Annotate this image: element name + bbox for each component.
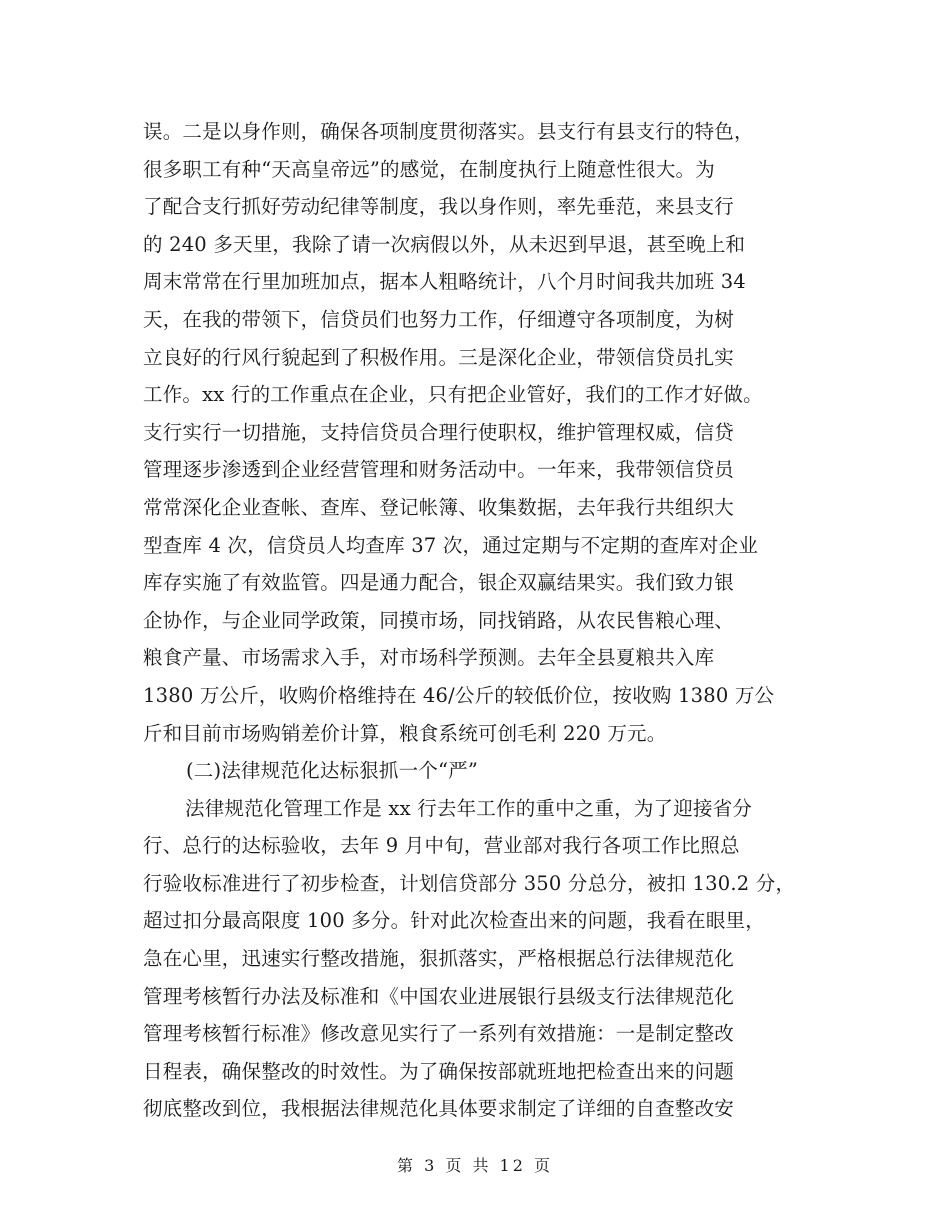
text-line: 彻底整改到位，我根据法律规范化具体要求制定了详细的自查整改安	[143, 1097, 735, 1121]
text-line: 超过扣分最高限度 100 多分。针对此次检查出来的问题，我看在眼里，	[143, 909, 765, 933]
text-line: 1380 万公斤，收购价格维持在 46/公斤的较低价位，按收购 1380 万公	[143, 683, 775, 707]
text-line: 管理考核暂行标准》修改意见实行了一系列有效措施：一是制定整改	[143, 1022, 735, 1046]
page-number-footer: 第 3 页 共 12 页	[397, 1156, 553, 1175]
text-line: 周末常常在行里加班加点，据本人粗略统计，八个月时间我共加班 34	[143, 270, 746, 294]
text-line: 了配合支行抓好劳动纪律等制度，我以身作则，率先垂范，来县支行	[143, 195, 735, 219]
text-line: 行验收标准进行了初步检查，计划信贷部分 350 分总分，被扣 130.2 分，	[143, 871, 796, 895]
body-text	[143, 113, 843, 1128]
text-line: 法律规范化管理工作是 xx 行去年工作的重中之重，为了迎接省分	[185, 796, 753, 820]
text-line: 管理考核暂行办法及标准和《中国农业进展银行县级支行法律规范化	[143, 984, 735, 1008]
text-line: 日程表，确保整改的时效性。为了确保按部就班地把检查出来的问题	[143, 1059, 735, 1083]
section-heading: (二)法律规范化达标狠抓一个“严”	[186, 759, 479, 783]
text-line: 行、总行的达标验收，去年 9 月中旬，营业部对我行各项工作比照总	[143, 834, 740, 858]
text-line: 立良好的行风行貌起到了积极作用。三是深化企业，带领信贷员扎实	[143, 345, 735, 369]
text-line: 很多职工有种“天高皇帝远”的感觉，在制度执行上随意性很大。为	[143, 157, 715, 181]
text-line: 工作。xx 行的工作重点在企业，只有把企业管好，我们的工作才好做。	[143, 383, 763, 407]
text-line: 库存实施了有效监管。四是通力配合，银企双赢结果实。我们致力银	[143, 571, 735, 595]
text-line: 的 240 多天里，我除了请一次病假以外，从未迟到早退，甚至晚上和	[143, 232, 746, 256]
text-line: 粮食产量、市场需求入手，对市场科学预测。去年全县夏粮共入库	[143, 646, 715, 670]
text-line: 常常深化企业查帐、查库、登记帐簿、收集数据，去年我行共组织大	[143, 495, 735, 519]
text-line: 急在心里，迅速实行整改措施，狠抓落实，严格根据总行法律规范化	[143, 947, 735, 971]
text-line: 企协作，与企业同学政策，同摸市场，同找销路，从农民售粮心理、	[143, 608, 735, 632]
text-line: 支行实行一切措施，支持信贷员合理行使职权，维护管理权威，信贷	[143, 420, 735, 444]
text-line: 天，在我的带领下，信贷员们也努力工作，仔细遵守各项制度，为树	[143, 307, 735, 331]
text-line: 误。二是以身作则，确保各项制度贯彻落实。县支行有县支行的特色，	[143, 120, 754, 143]
text-line: 管理逐步渗透到企业经营管理和财务活动中。一年来，我带领信贷员	[143, 458, 735, 482]
text-line: 型查库 4 次，信贷员人均查库 37 次，通过定期与不定期的查库对企业	[143, 533, 759, 557]
text-line: 斤和目前市场购销差价计算，粮食系统可创毛利 220 万元。	[143, 721, 667, 745]
